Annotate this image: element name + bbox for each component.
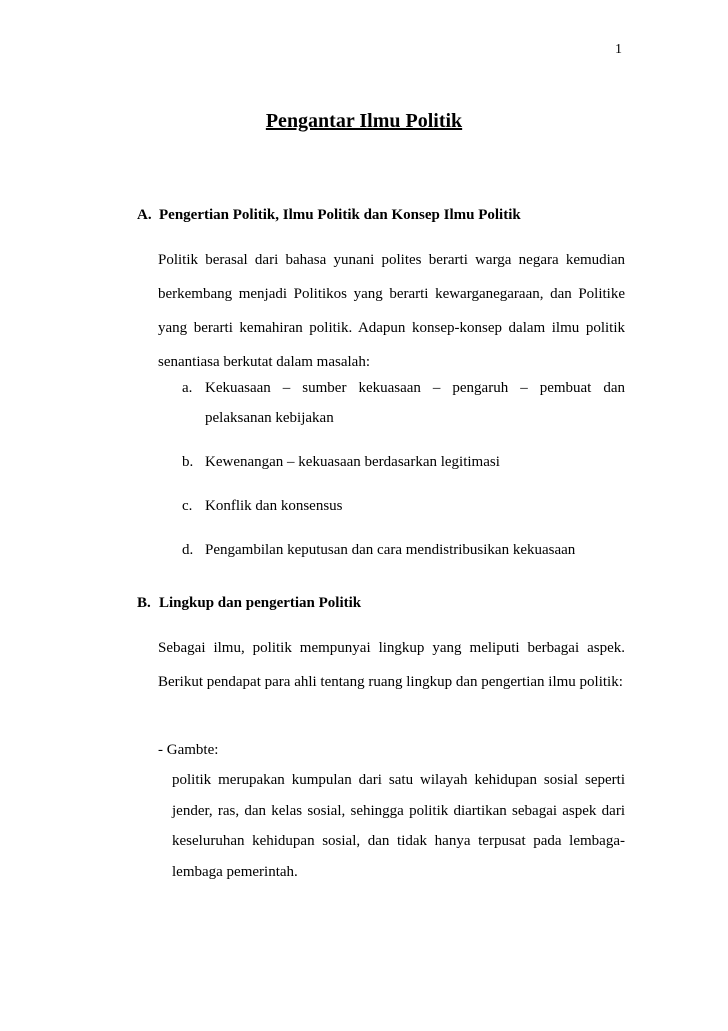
list-text: Kewenangan – kekuasaan berdasarkan legitimasi (205, 454, 500, 470)
list-item-b (182, 447, 625, 477)
section-a-letter: A. (137, 207, 152, 223)
section-a-heading-text: Pengertian Politik, Ilmu Politik dan Konsep Ilmu Politik (159, 207, 521, 223)
list-text: Pengambilan keputusan dan cara mendistribusikan kekuasaan (205, 542, 576, 558)
section-b-paragraph: Sebagai ilmu, politik mempunyai lingkup yang meliputi berbagai aspek. Berikut pendapat para ahli tentang ruang lingkup dan pengertian ilmu politik: (158, 640, 625, 690)
section-b-letter: B. (137, 595, 151, 611)
list-marker: b. (182, 454, 194, 470)
document-title: Pengantar Ilmu Politik (265, 110, 463, 132)
quote-body: politik merupakan kumpulan dari satu wilayah kehidupan sosial seperti jender, ras, dan kelas sosial, sehingga politik diartikan sebagai aspek dari keseluruhan kehidupan sosial, dan tidak hanya terpusat pada lembaga-lembaga pemerintah. (172, 772, 625, 880)
list-text: Konflik dan konsensus (205, 498, 343, 514)
section-b-heading-text: Lingkup dan pengertian Politik (159, 595, 362, 611)
list-marker: a. (182, 380, 193, 396)
page-number: 1 (615, 42, 622, 57)
quote-label: - Gambte: (158, 742, 219, 758)
list-marker: d. (182, 542, 194, 558)
section-a-heading (137, 207, 521, 224)
list-item-d (182, 535, 625, 565)
section-a-paragraph: Politik berasal dari bahasa yunani polites berarti warga negara kemudian berkembang menjadi Politikos yang berarti kewarganegaraan, dan Politike yang berarti kemahiran politik. Adapun konsep-konsep dalam ilmu politik senantiasa berkutat dalam masalah: (158, 252, 625, 370)
list-item-a (182, 373, 625, 433)
section-b-heading (137, 595, 361, 612)
list-text: Kekuasaan – sumber kekuasaan – pengaruh – pembuat dan pelaksanan kebijakan (205, 380, 625, 426)
list-marker: c. (182, 498, 193, 514)
list-item-c (182, 491, 625, 521)
